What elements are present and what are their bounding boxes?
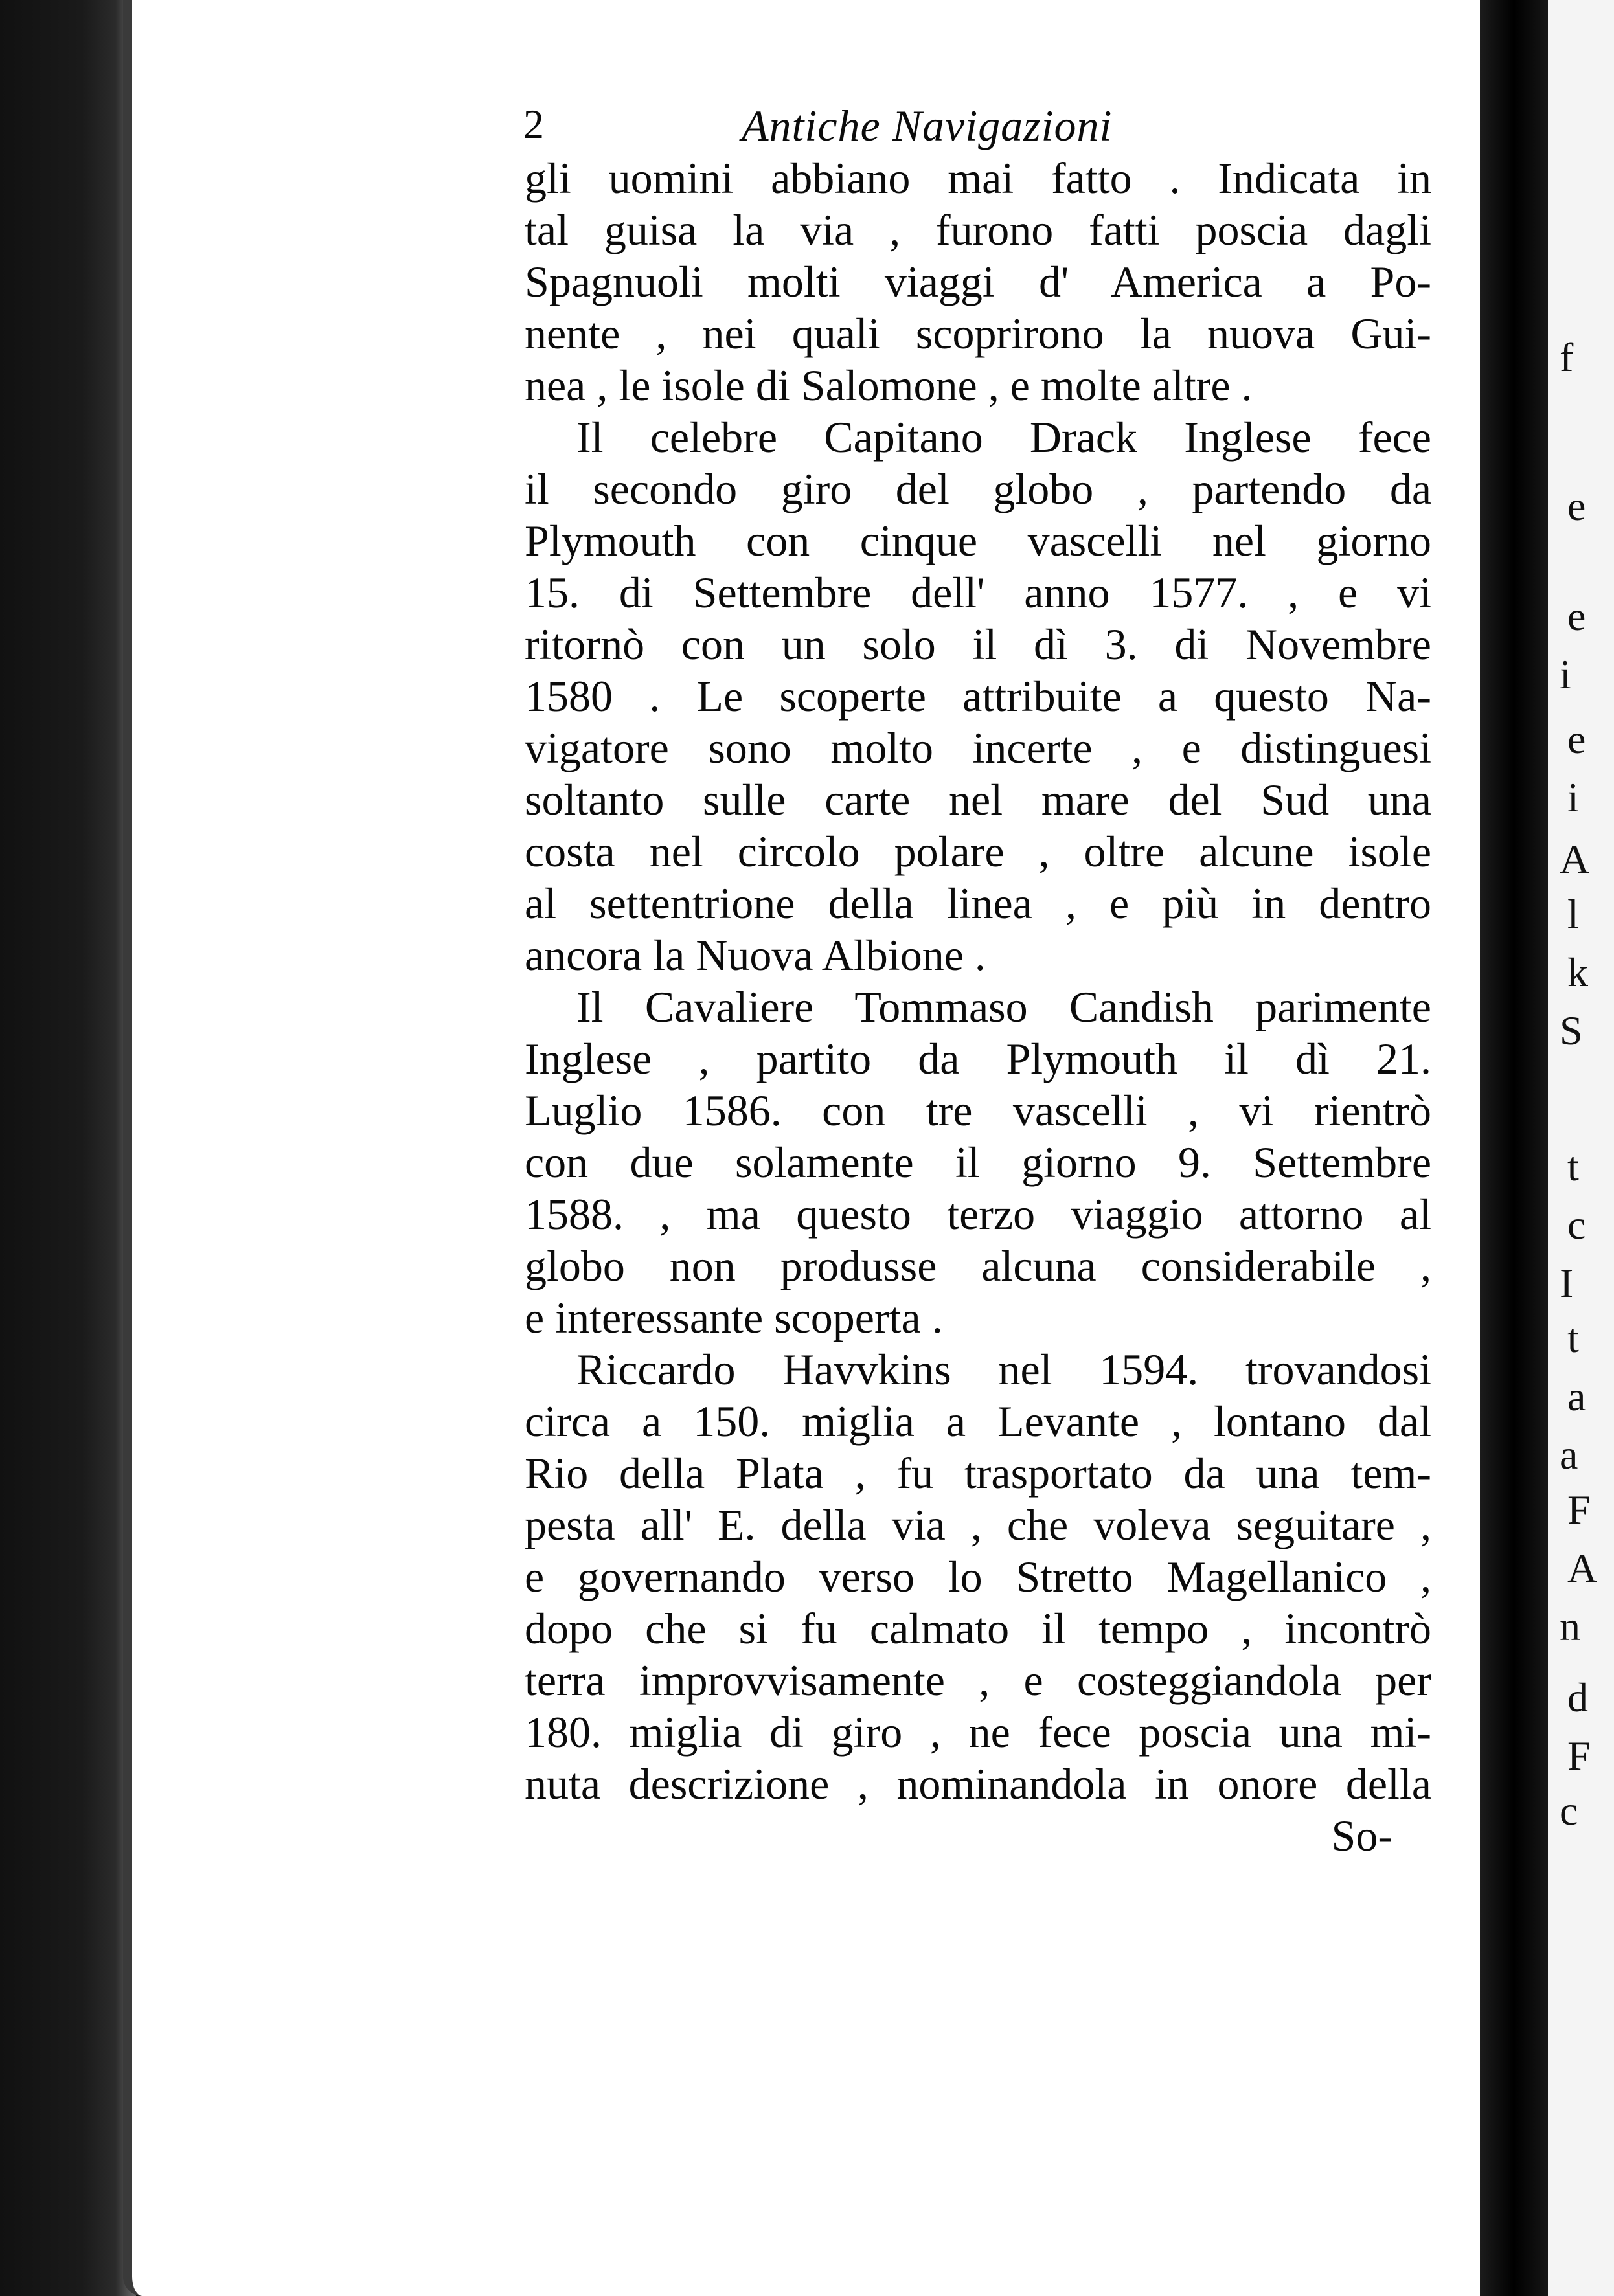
facing-page-letter: i [1567,774,1579,820]
text-line: Plymouth con cinque vascelli nel giorno [525,516,1431,565]
facing-page-letter: l [1567,891,1579,937]
facing-page-letter: c [1560,1788,1578,1834]
text-line: gli uomini abbiano mai fatto . Indicata in [525,153,1431,203]
text-line: 15. di Settembre dell' anno 1577. , e vi [525,568,1431,617]
facing-page-edge [1548,0,1614,2296]
facing-page-letter: S [1560,1007,1583,1053]
text-line: tal guisa la via , furono fatti poscia dagli [525,205,1431,254]
text-line: nente , nei quali scoprirono la nuova Gui- [525,309,1431,358]
facing-page-letter: F [1567,1487,1591,1533]
text-line: globo non produsse alcuna considerabile , [525,1241,1431,1290]
text-line: terra improvvisamente , e costeggiandola per [525,1656,1431,1705]
facing-page-letter: F [1567,1733,1591,1779]
text-line: nuta descrizione , nominandola in onore della [525,1759,1431,1808]
text-line: 180. miglia di giro , ne fece poscia una mi- [525,1707,1431,1757]
text-line: 1580 . Le scoperte attribuite a questo Na- [525,671,1431,721]
text-line: circa a 150. miglia a Levante , lontano dal [525,1397,1431,1446]
text-line: costa nel circolo polare , oltre alcune isole [525,827,1431,876]
facing-page-letter: n [1560,1603,1580,1649]
catchword: So- [1331,1811,1392,1860]
text-line: Inglese , partito da Plymouth il dì 21. [525,1034,1431,1083]
text-line: ritornò con un solo il dì 3. di Novembre [525,620,1431,669]
text-line: 1588. , ma questo terzo viaggio attorno al [525,1189,1431,1239]
text-line: il secondo giro del globo , partendo da [525,464,1431,513]
running-header [525,100,1431,152]
facing-page-letter: f [1560,334,1574,380]
facing-page-letter: A [1567,1545,1598,1591]
text-line: al settentrione della linea , e più in dentro [525,879,1431,928]
running-title: Antiche Navigazioni [742,101,1113,150]
text-line: Spagnuoli molti viaggi d' America a Po- [525,257,1431,306]
facing-page-letter: A [1560,836,1590,882]
facing-page-letter: c [1567,1202,1586,1248]
page-number: 2 [523,101,544,147]
facing-page-letter: d [1567,1674,1588,1720]
facing-page-letter: e [1567,716,1586,762]
facing-page-letter: I [1560,1260,1574,1306]
text-line: dopo che si fu calmato il tempo , incontrò [525,1604,1431,1653]
facing-page-letter: e [1567,483,1586,529]
text-line: e governando verso lo Stretto Magellanico , [525,1552,1431,1601]
text-line: nea , le isole di Salomone , e molte altre . [525,361,1253,410]
text-line: Riccardo Havvkins nel 1594. trovandosi [576,1345,1431,1394]
page-gutter [1480,0,1548,2296]
facing-page-letter: k [1567,949,1588,995]
facing-page-letter: a [1567,1373,1586,1419]
text-line: pesta all' E. della via , che voleva seguitare , [525,1500,1431,1549]
text-line: Il Cavaliere Tommaso Candish parimente [576,982,1431,1031]
text-line: ancora la Nuova Albione . [525,930,986,980]
page-text [525,100,1431,1862]
facing-page-letter: e [1567,593,1586,639]
text-line: soltanto sulle carte nel mare del Sud una [525,775,1431,824]
facing-page-letter: i [1560,651,1571,697]
text-line: vigatore sono molto incerte , e distinguesi [525,723,1431,772]
text-line: Il celebre Capitano Drack Inglese fece [576,412,1431,462]
text-line: con due solamente il giorno 9. Settembre [525,1138,1431,1187]
text-line: Rio della Plata , fu trasportato da una tem- [525,1448,1431,1498]
text-line: e interessante scoperta . [525,1293,943,1342]
facing-page-letter: a [1560,1432,1578,1478]
facing-page-letter: t [1567,1143,1579,1189]
body-text [525,152,1431,1810]
text-line: Luglio 1586. con tre vascelli , vi rientrò [525,1086,1431,1135]
facing-page-letter: t [1567,1315,1579,1361]
binding-shadow [0,0,136,2296]
